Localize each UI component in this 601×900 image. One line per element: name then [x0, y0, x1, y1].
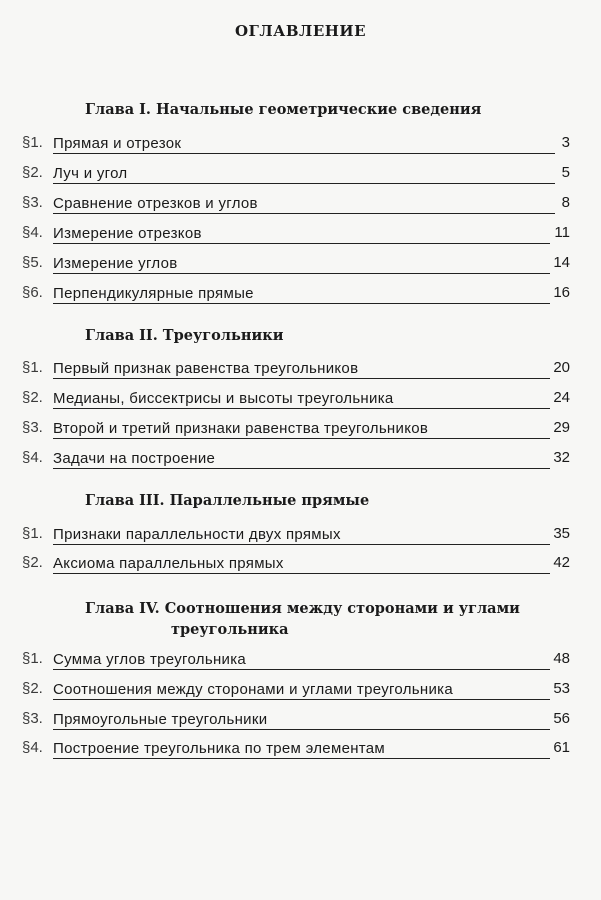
page-number: 53: [553, 680, 570, 697]
page-number: 5: [561, 164, 570, 181]
page-number: 32: [553, 449, 570, 466]
chapter-3-heading: [85, 490, 565, 511]
section-title: Луч и угол: [53, 165, 128, 182]
toc-entry[interactable]: [22, 128, 570, 154]
page-number: 29: [553, 419, 570, 436]
page-number: 35: [553, 525, 570, 542]
section-number: §2.: [22, 164, 43, 181]
toc-entry[interactable]: [22, 218, 570, 244]
chapter-4-heading: [85, 598, 565, 640]
chapter-4-title: Глава IV. Соотношения между сторонами и углами: [85, 600, 520, 617]
toc-entry[interactable]: [22, 278, 570, 304]
toc-entry[interactable]: [22, 733, 570, 759]
section-number: §4.: [22, 224, 43, 241]
chapter-3-title: Глава III. Параллельные прямые: [85, 492, 370, 509]
page-number: 14: [553, 254, 570, 271]
toc-entry[interactable]: [22, 548, 570, 574]
section-title: Признаки параллельности двух прямых: [53, 526, 341, 543]
section-title: Измерение углов: [53, 255, 178, 272]
toc-entry[interactable]: [22, 188, 570, 214]
page-number: 56: [553, 710, 570, 727]
section-number: §3.: [22, 194, 43, 211]
page-number: 8: [561, 194, 570, 211]
section-title: Построение треугольника по трем элементам: [53, 740, 386, 757]
toc-entry[interactable]: [22, 704, 570, 730]
section-number: §5.: [22, 254, 43, 271]
section-number: §2.: [22, 554, 43, 571]
section-title: Перпендикулярные прямые: [53, 285, 254, 302]
entry-underline: [53, 183, 555, 184]
toc-entry[interactable]: [22, 353, 570, 379]
section-title: Первый признак равенства треугольников: [53, 360, 359, 377]
toc-entry[interactable]: [22, 413, 570, 439]
toc-entry[interactable]: [22, 519, 570, 545]
section-number: §6.: [22, 284, 43, 301]
section-number: §2.: [22, 680, 43, 697]
page-number: 20: [553, 359, 570, 376]
page-number: 42: [553, 554, 570, 571]
section-title: Прямоугольные треугольники: [53, 711, 268, 728]
page-number: 11: [554, 224, 570, 241]
chapter-1-heading: [85, 99, 565, 120]
toc-entry[interactable]: [22, 383, 570, 409]
page-number: 16: [553, 284, 570, 301]
section-number: §1.: [22, 525, 43, 542]
section-number: §4.: [22, 449, 43, 466]
page-number: 61: [553, 739, 570, 756]
section-number: §1.: [22, 134, 43, 151]
section-title: Второй и третий признаки равенства треугольников: [53, 420, 429, 437]
chapter-4-title-continued: треугольника: [171, 621, 289, 638]
page-title: ОГЛАВЛЕНИЕ: [234, 22, 367, 40]
section-title: Сумма углов треугольника: [53, 651, 247, 668]
toc-entry[interactable]: [22, 443, 570, 469]
page-number: 24: [553, 389, 570, 406]
section-title: Медианы, биссектрисы и высоты треугольника: [53, 390, 394, 407]
toc-entry[interactable]: [22, 644, 570, 670]
section-title: Задачи на построение: [53, 450, 216, 467]
section-number: §3.: [22, 419, 43, 436]
section-number: §2.: [22, 389, 43, 406]
section-number: §3.: [22, 710, 43, 727]
page-number: 48: [553, 650, 570, 667]
chapter-1-title: Глава I. Начальные геометрические сведения: [85, 101, 482, 118]
section-title: Соотношения между сторонами и углами треугольника: [53, 681, 454, 698]
page-number: 3: [561, 134, 570, 151]
section-title: Прямая и отрезок: [53, 135, 182, 152]
toc-entry[interactable]: [22, 674, 570, 700]
chapter-2-title: Глава II. Треугольники: [85, 327, 284, 344]
toc-entry[interactable]: [22, 158, 570, 184]
chapter-2-heading: [85, 325, 565, 346]
section-title: Аксиома параллельных прямых: [53, 555, 284, 572]
section-number: §1.: [22, 650, 43, 667]
section-number: §1.: [22, 359, 43, 376]
section-number: §4.: [22, 739, 43, 756]
section-title: Сравнение отрезков и углов: [53, 195, 258, 212]
toc-entry[interactable]: [22, 248, 570, 274]
section-title: Измерение отрезков: [53, 225, 202, 242]
